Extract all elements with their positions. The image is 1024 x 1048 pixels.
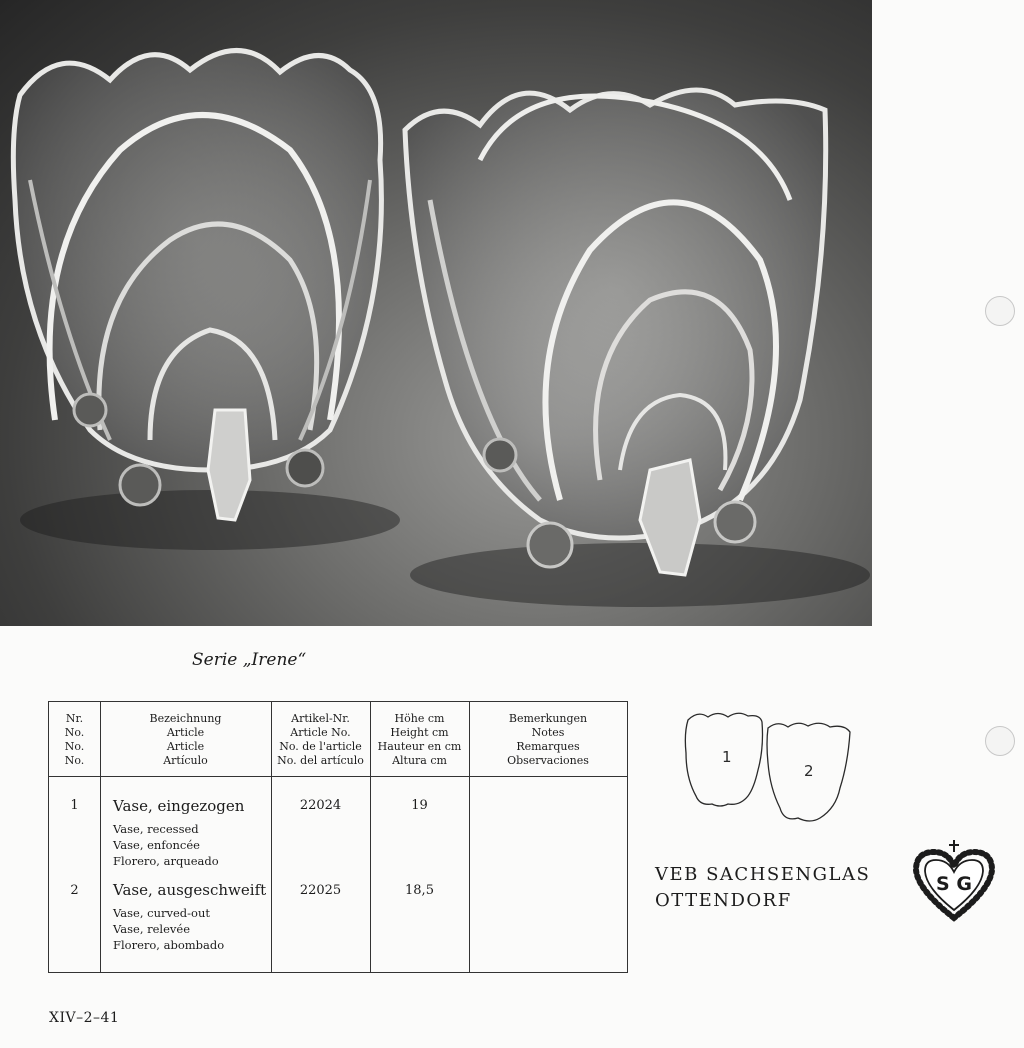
manufacturer-name: VEB SACHSENGLAS OTTENDORF — [655, 864, 871, 911]
row-1-article: 22024 — [299, 798, 342, 813]
header-notes: Bemerkungen Notes Remarques Observaciones — [507, 712, 589, 767]
header-nr: Nr. No. No. No. — [64, 712, 85, 767]
header-divider — [49, 776, 627, 777]
row-1-nr: 1 — [70, 798, 79, 813]
row-1-name: Vase, eingezogen Vase, recessed Vase, enfoncée Florero, arqueado — [113, 797, 245, 868]
header-name: Bezeichnung Article Article Artículo — [149, 712, 222, 767]
row-2-height: 18,5 — [405, 883, 434, 898]
sachsenglas-heart-logo — [908, 840, 1000, 924]
binder-hole-top — [985, 296, 1015, 326]
vase-1-illustration — [13, 50, 381, 520]
header-article: Artikel-Nr. Article No. No. de l'article No. del artículo — [277, 712, 364, 767]
row-2-article: 22025 — [299, 883, 342, 898]
row-2-name: Vase, ausgeschweift Vase, curved-out Vase, relevée Florero, abombado — [113, 881, 267, 952]
vase-outline-sketch — [680, 708, 860, 828]
row-2-nr: 2 — [70, 883, 79, 898]
header-height: Höhe cm Height cm Hauteur en cm Altura cm — [377, 712, 462, 767]
article-table — [48, 701, 628, 973]
page-reference: XIV–2–41 — [49, 1010, 120, 1026]
sketch-label-2: 2 — [804, 762, 814, 780]
vase-2-illustration — [405, 90, 826, 575]
svg-text:S G: S G — [936, 873, 972, 895]
series-title: Serie „Irene“ — [192, 650, 307, 670]
sketch-label-1: 1 — [722, 748, 732, 766]
binder-hole-bottom — [985, 726, 1015, 756]
row-1-height: 19 — [411, 798, 428, 813]
